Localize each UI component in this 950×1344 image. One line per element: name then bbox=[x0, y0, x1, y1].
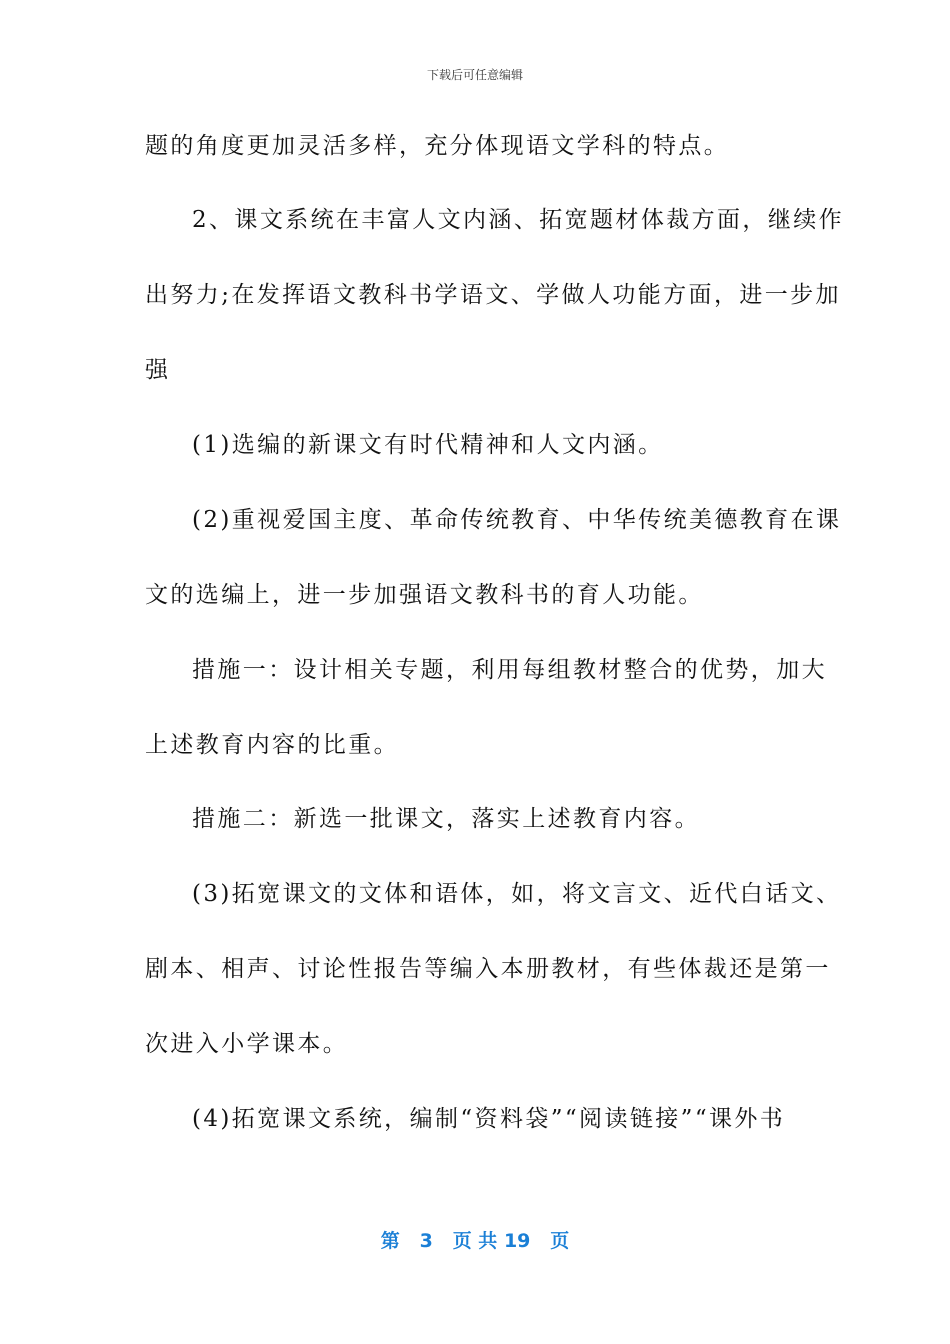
page-label-prefix: 第 bbox=[380, 1230, 400, 1252]
paragraph-line: (2)重视爱国主度、革命传统教育、中华传统美德教育在课 bbox=[192, 507, 842, 533]
paragraph-line: 强 bbox=[145, 357, 171, 383]
paragraph-line: (4)拓宽课文系统，编制“资料袋”“阅读链接”“课外书 bbox=[192, 1106, 786, 1132]
paragraph-line: 上述教育内容的比重。 bbox=[145, 732, 399, 758]
header-note: 下载后可任意编辑 bbox=[426, 68, 523, 82]
page-label-mid: 页 共 bbox=[452, 1230, 498, 1252]
paragraph-line: 措施二：新选一批课文，落实上述教育内容。 bbox=[192, 806, 700, 832]
paragraph-line: (3)拓宽课文的文体和语体，如，将文言文、近代白话文、 bbox=[192, 881, 842, 907]
paragraph-line: 2、课文系统在丰富人文内涵、拓宽题材体裁方面，继续作 bbox=[192, 207, 845, 233]
paragraph-line: 文的选编上，进一步加强语文教科书的育人功能。 bbox=[145, 582, 704, 608]
paragraph-line: 次进入小学课本。 bbox=[145, 1031, 349, 1057]
paragraph-line: 剧本、相声、讨论性报告等编入本册教材，有些体裁还是第一 bbox=[145, 956, 831, 982]
current-page-number: 3 bbox=[419, 1230, 433, 1252]
paragraph-line: (1)选编的新课文有时代精神和人文内涵。 bbox=[192, 432, 664, 458]
page-number-footer bbox=[0, 1226, 950, 1253]
total-pages-number: 19 bbox=[503, 1230, 531, 1252]
page-label-suffix: 页 bbox=[550, 1230, 570, 1252]
paragraph-line: 措施一：设计相关专题，利用每组教材整合的优势，加大 bbox=[192, 657, 827, 683]
paragraph-line: 出努力;在发挥语文教科书学语文、学做人功能方面，进一步加 bbox=[145, 282, 841, 308]
paragraph-line: 题的角度更加灵活多样，充分体现语文学科的特点。 bbox=[145, 133, 730, 159]
